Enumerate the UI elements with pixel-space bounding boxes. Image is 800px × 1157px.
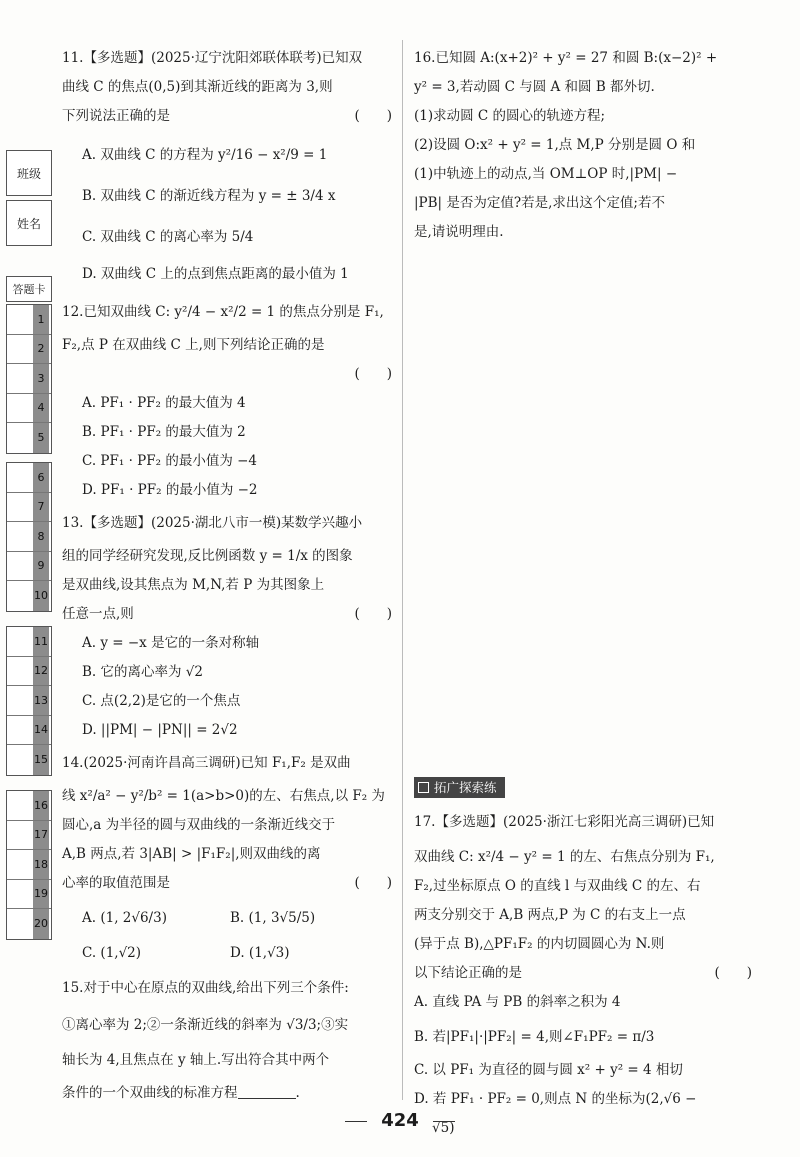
answer-cell[interactable]: 4 bbox=[7, 394, 51, 424]
answer-strip bbox=[0, 0, 58, 1157]
answer-paren[interactable]: ( ) bbox=[354, 606, 392, 622]
option-c[interactable]: C. 点(2,2)是它的一个焦点 bbox=[82, 693, 241, 709]
answer-cell[interactable]: 12 bbox=[7, 657, 51, 687]
question-stem: 是双曲线,设其焦点为 M,N,若 P 为其图象上 bbox=[62, 577, 325, 593]
question-16 bbox=[414, 44, 782, 247]
option-b[interactable]: B. 它的离心率为 √2 bbox=[82, 664, 203, 680]
question-stem: (异于点 B),△PF₁F₂ 的内切圆圆心为 N.则 bbox=[414, 936, 665, 952]
answer-cell[interactable]: 2 bbox=[7, 335, 51, 365]
question-stem: 以下结论正确的是 bbox=[414, 965, 522, 981]
question-stem: F₂,过坐标原点 O 的直线 l 与双曲线 C 的左、右 bbox=[414, 878, 701, 894]
right-column bbox=[414, 44, 782, 1143]
question-stem: F₂,点 P 在双曲线 C 上,则下列结论正确的是 bbox=[62, 337, 325, 353]
answer-cell[interactable]: 10 bbox=[7, 581, 51, 611]
answer-cell[interactable]: 11 bbox=[7, 627, 51, 657]
answer-cell[interactable]: 3 bbox=[7, 364, 51, 394]
option-d[interactable]: D. 若 PF₁ · PF₂ = 0,则点 N 的坐标为(2,√6 − bbox=[414, 1091, 697, 1107]
option-c[interactable]: C. (1,√2) bbox=[82, 945, 142, 961]
question-part-2: (1)中轨迹上的动点,当 OM⊥OP 时,|PM| − bbox=[414, 166, 678, 182]
option-c[interactable]: C. 双曲线 C 的离心率为 5/4 bbox=[82, 229, 254, 245]
column-divider bbox=[402, 40, 403, 1100]
question-stem: 心率的取值范围是 bbox=[62, 875, 170, 891]
option-a[interactable]: A. 双曲线 C 的方程为 y²/16 − x²/9 = 1 bbox=[82, 147, 328, 163]
answer-cell[interactable]: 20 bbox=[7, 909, 51, 939]
question-stem: 13.【多选题】(2025·湖北八市一模)某数学兴趣小 bbox=[62, 515, 363, 531]
question-stem: 11.【多选题】(2025·辽宁沈阳郊联体联考)已知双 bbox=[62, 50, 363, 66]
option-b[interactable]: B. 双曲线 C 的渐近线方程为 y = ± 3/4 x bbox=[82, 188, 336, 204]
question-stem: 组的同学经研究发现,反比例函数 y = 1/x 的图象 bbox=[62, 548, 353, 564]
answer-card-label: 答题卡 bbox=[6, 276, 52, 302]
question-12 bbox=[62, 298, 392, 505]
answer-cell[interactable]: 15 bbox=[7, 745, 51, 775]
question-stem: 轴长为 4,且焦点在 y 轴上.写出符合其中两个 bbox=[62, 1052, 330, 1068]
answer-cell[interactable]: 19 bbox=[7, 880, 51, 910]
answer-group-4 bbox=[6, 790, 52, 940]
answer-group-3 bbox=[6, 626, 52, 776]
question-stem: 16.已知圆 A:(x+2)² + y² = 27 和圆 B:(x−2)² + bbox=[414, 50, 718, 66]
question-part-2: |PB| 是否为定值?若是,求出这个定值;若不 bbox=[414, 195, 665, 211]
question-stem: y² = 3,若动圆 C 与圆 A 和圆 B 都外切. bbox=[414, 79, 655, 95]
answer-blank[interactable] bbox=[238, 1085, 296, 1099]
question-stem: 下列说法正确的是 bbox=[62, 108, 170, 124]
option-a[interactable]: A. PF₁ · PF₂ 的最大值为 4 bbox=[82, 395, 246, 411]
book-icon bbox=[418, 782, 429, 793]
section-badge: 拓广探索练 bbox=[414, 777, 505, 798]
question-stem: 曲线 C 的焦点(0,5)到其渐近线的距离为 3,则 bbox=[62, 79, 333, 95]
question-stem: 17.【多选题】(2025·浙江七彩阳光高三调研)已知 bbox=[414, 814, 715, 830]
question-stem: 任意一点,则 bbox=[62, 606, 134, 622]
answer-cell[interactable]: 13 bbox=[7, 686, 51, 716]
option-a[interactable]: A. y = −x 是它的一条对称轴 bbox=[82, 635, 260, 651]
question-stem: 圆心,a 为半径的圆与双曲线的一条渐近线交于 bbox=[62, 817, 336, 833]
question-stem: 14.(2025·河南许昌高三调研)已知 F₁,F₂ 是双曲 bbox=[62, 755, 351, 771]
answer-cell[interactable]: 8 bbox=[7, 522, 51, 552]
answer-paren[interactable]: ( ) bbox=[354, 108, 392, 124]
option-d-cont: √5) bbox=[432, 1120, 455, 1136]
answer-cell[interactable]: 6 bbox=[7, 463, 51, 493]
answer-cell[interactable]: 16 bbox=[7, 791, 51, 821]
answer-cell[interactable]: 9 bbox=[7, 552, 51, 582]
question-11 bbox=[62, 44, 392, 294]
question-part-2: 是,请说明理由. bbox=[414, 224, 504, 240]
question-14 bbox=[62, 749, 392, 968]
option-c[interactable]: C. 以 PF₁ 为直径的圆与圆 x² + y² = 4 相切 bbox=[414, 1062, 683, 1078]
option-d[interactable]: D. 双曲线 C 上的点到焦点距离的最小值为 1 bbox=[82, 266, 349, 282]
left-column bbox=[62, 44, 392, 1108]
page-number: 424 bbox=[0, 1110, 800, 1131]
answer-group-2 bbox=[6, 462, 52, 612]
option-b[interactable]: B. 若|PF₁|·|PF₂| = 4,则∠F₁PF₂ = π/3 bbox=[414, 1029, 655, 1045]
name-label: 姓名 bbox=[6, 200, 52, 246]
question-part-1: (1)求动圆 C 的圆心的轨迹方程; bbox=[414, 108, 606, 124]
answer-paren[interactable]: ( ) bbox=[714, 965, 752, 981]
question-17 bbox=[414, 808, 782, 1143]
answer-cell[interactable]: 17 bbox=[7, 821, 51, 851]
question-stem: 12.已知双曲线 C: y²/4 − x²/2 = 1 的焦点分别是 F₁, bbox=[62, 304, 384, 320]
question-stem: 两支分别交于 A,B 两点,P 为 C 的右支上一点 bbox=[414, 907, 686, 923]
question-stem: A,B 两点,若 3|AB| > |F₁F₂|,则双曲线的离 bbox=[62, 846, 321, 862]
answer-cell[interactable]: 1 bbox=[7, 305, 51, 335]
option-c[interactable]: C. PF₁ · PF₂ 的最小值为 −4 bbox=[82, 453, 258, 469]
option-d[interactable]: D. ||PM| − |PN|| = 2√2 bbox=[82, 722, 238, 738]
answer-group-1 bbox=[6, 304, 52, 454]
answer-cell[interactable]: 14 bbox=[7, 716, 51, 746]
question-stem: ①离心率为 2;②一条渐近线的斜率为 √3/3;③实 bbox=[62, 1017, 349, 1033]
answer-paren[interactable]: ( ) bbox=[354, 366, 392, 382]
question-15: 15.对于中心在原点的双曲线,给出下列三个条件: ①离心率为 2;②一条渐近线的斜率为 √3/3;③实 轴长为 4,且焦点在 y 轴上.写出符合其中两个 条件的一个双曲线的标准方程 . bbox=[62, 974, 392, 1108]
answer-cell[interactable]: 7 bbox=[7, 493, 51, 523]
option-b[interactable]: B. PF₁ · PF₂ 的最大值为 2 bbox=[82, 424, 246, 440]
answer-cell[interactable]: 18 bbox=[7, 850, 51, 880]
answer-cell[interactable]: 5 bbox=[7, 423, 51, 453]
question-13 bbox=[62, 509, 392, 745]
question-stem: 线 x²/a² − y²/b² = 1(a>b>0)的左、右焦点,以 F₂ 为 bbox=[62, 788, 385, 804]
option-d[interactable]: D. (1,√3) bbox=[230, 945, 290, 961]
option-a[interactable]: A. 直线 PA 与 PB 的斜率之积为 4 bbox=[414, 994, 621, 1010]
question-part-2: (2)设圆 O:x² + y² = 1,点 M,P 分别是圆 O 和 bbox=[414, 137, 696, 153]
answer-paren[interactable]: ( ) bbox=[354, 875, 392, 891]
option-b[interactable]: B. (1, 3√5/5) bbox=[230, 910, 316, 926]
option-a[interactable]: A. (1, 2√6/3) bbox=[82, 910, 167, 926]
option-d[interactable]: D. PF₁ · PF₂ 的最小值为 −2 bbox=[82, 482, 258, 498]
question-stem: 条件的一个双曲线的标准方程 bbox=[62, 1085, 238, 1101]
class-label: 班级 bbox=[6, 150, 52, 196]
question-stem: 双曲线 C: x²/4 − y² = 1 的左、右焦点分别为 F₁, bbox=[414, 849, 715, 865]
question-stem: 15.对于中心在原点的双曲线,给出下列三个条件: bbox=[62, 980, 349, 996]
answer-space[interactable] bbox=[414, 247, 782, 767]
